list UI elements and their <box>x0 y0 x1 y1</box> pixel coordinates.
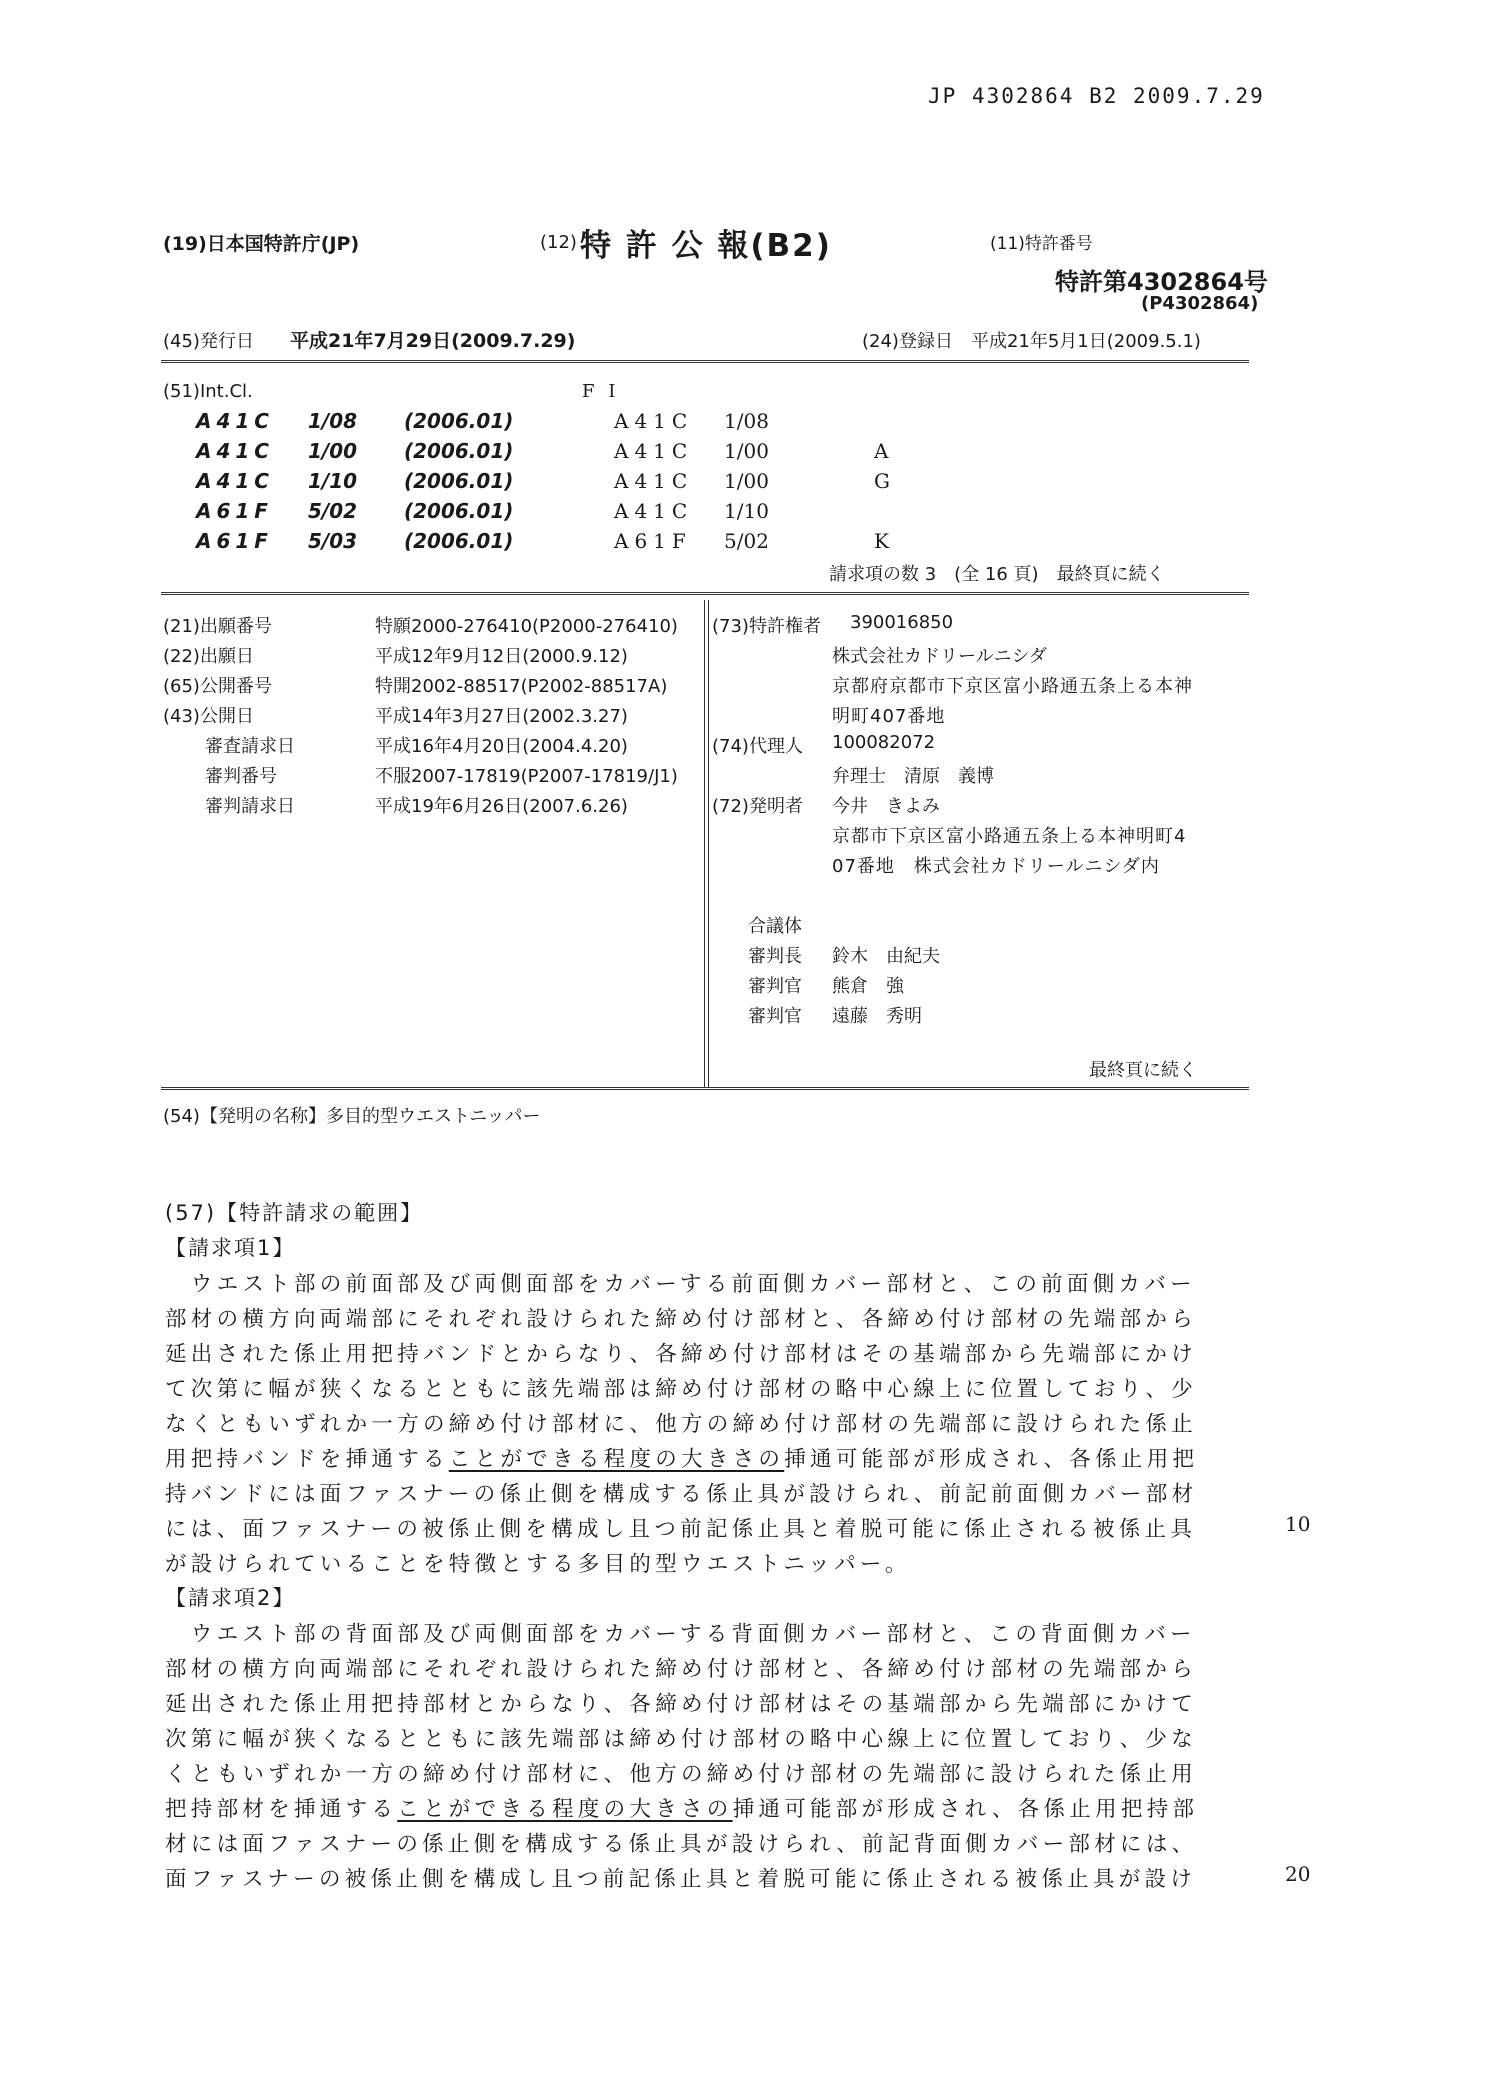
patentee-address: 京都府京都市下京区富小路通五条上る本神 <box>832 676 1193 697</box>
panel-name: 熊倉 強 <box>832 976 904 997</box>
fi-symbol: A <box>874 439 889 463</box>
ipc-group: 1/08 <box>308 409 358 433</box>
intcl-label: (51)Int.Cl. <box>163 381 253 402</box>
inventor-address: 07番地 株式会社カドリールニシダ内 <box>832 856 1160 877</box>
document-reference: JP 4302864 B2 2009.7.29 <box>928 84 1265 108</box>
fi-symbol: K <box>874 529 889 553</box>
claim-text: 挿通可能部が形成され、各係止用把持部 <box>732 1797 1199 1822</box>
agent-name: 弁理士 清原 義博 <box>832 766 994 787</box>
fi-class: A41C <box>614 439 694 463</box>
column-divider <box>704 600 705 1087</box>
registration-date: (24)登録日 平成21年5月1日(2009.5.1) <box>862 331 1201 352</box>
patent-number-code: (P4302864) <box>1141 293 1259 314</box>
fi-group: 1/10 <box>724 499 769 523</box>
line-number: 10 <box>1285 1512 1311 1536</box>
claim-text-line: くともいずれか一方の締め付け部材に、他方の締め付け部材の先端部に設けられた係止用 <box>165 1762 1198 1787</box>
panel-name: 遠藤 秀明 <box>832 1006 922 1027</box>
claim-text-line: 延出された係止用把持バンドとからなり、各締め付け部材はその基端部から先端部にかけ <box>165 1342 1198 1367</box>
ipc-class: A41C <box>196 439 274 463</box>
claim-text: 挿通可能部が形成され、各係止用把 <box>784 1447 1199 1472</box>
bib-value: 平成12年9月12日(2000.9.12) <box>375 646 628 667</box>
bib-label: 審判番号 <box>205 766 277 787</box>
patentee-name: 株式会社カドリールニシダ <box>832 646 1047 667</box>
bib-label: (43)公開日 <box>163 706 254 727</box>
bib-label: (21)出願番号 <box>163 616 272 637</box>
fi-class: A61F <box>614 529 692 553</box>
fi-group: 1/08 <box>724 409 769 433</box>
claim-text-underlined: ことができる程度の大きさの <box>397 1797 733 1822</box>
divider <box>161 1087 1249 1090</box>
panel-name: 鈴木 由紀夫 <box>832 946 940 967</box>
agent-id: 100082072 <box>832 732 936 753</box>
claim-text-line: 持バンドには面ファスナーの係止側を構成する係止具が設けられ、前記前面側カバー部材 <box>165 1482 1198 1507</box>
claim-text-line: ウエスト部の背面部及び両側面部をカバーする背面側カバー部材と、この背面側カバー <box>165 1622 1196 1647</box>
claim-text-line: 材には面ファスナーの係止側を構成する係止具が設けられ、前記背面側カバー部材には、 <box>165 1832 1198 1857</box>
line-number: 20 <box>1285 1862 1311 1886</box>
bib-value: 不服2007-17819(P2007-17819/J1) <box>375 766 678 787</box>
fi-class: A41C <box>614 409 694 433</box>
bib-label: 審査請求日 <box>205 736 295 757</box>
claim-text-line: 次第に幅が狭くなるとともに該先端部は締め付け部材の略中心線上に位置しており、少な <box>165 1727 1198 1752</box>
bib-label: (65)公開番号 <box>163 676 272 697</box>
claim-text-line: 部材の横方向両端部にそれぞれ設けられた締め付け部材と、各締め付け部材の先端部から <box>165 1657 1198 1682</box>
patentee-label: (73)特許権者 <box>712 616 821 637</box>
ipc-version: (2006.01) <box>404 409 514 433</box>
continued-note: 最終頁に続く <box>1089 1060 1197 1081</box>
claim-text-line: 延出された係止用把持部材とからなり、各締め付け部材はその基端部から先端部にかけて <box>165 1692 1198 1717</box>
issue-date-label: (45)発行日 <box>163 331 254 352</box>
claim-text: 用把持バンドを挿通する <box>165 1447 449 1472</box>
claim-text-underlined: ことができる程度の大きさの <box>448 1447 785 1472</box>
ipc-group: 5/02 <box>308 499 358 523</box>
divider <box>161 360 1249 363</box>
agent-label: (74)代理人 <box>712 736 803 757</box>
patent-number: 特許第4302864号 <box>1055 268 1268 296</box>
fi-group: 1/00 <box>724 439 769 463</box>
column-divider <box>708 600 709 1087</box>
ipc-group: 1/00 <box>308 439 358 463</box>
ipc-version: (2006.01) <box>404 529 514 553</box>
claim-text-line: ウエスト部の前面部及び両側面部をカバーする前面側カバー部材と、この前面側カバー <box>165 1272 1196 1297</box>
fi-symbol: G <box>874 469 890 493</box>
ipc-group: 5/03 <box>308 529 358 553</box>
patentee-id: 390016850 <box>850 612 954 633</box>
inventor-label: (72)発明者 <box>712 796 803 817</box>
bib-value: 平成19年6月26日(2007.6.26) <box>375 796 628 817</box>
claims-count: 請求項の数 3 (全 16 頁) 最終頁に続く <box>829 564 1165 585</box>
ipc-class: A41C <box>196 469 274 493</box>
claim-text-line: が設けられていることを特徴とする多目的型ウエストニッパー。 <box>165 1552 911 1577</box>
invention-title: (54)【発明の名称】多目的型ウエストニッパー <box>163 1106 541 1127</box>
claim-text-line: 面ファスナーの被係止側を構成し且つ前記係止具と着脱可能に係止される被係止具が設け <box>165 1867 1197 1892</box>
ipc-group: 1/10 <box>308 469 358 493</box>
publication-kind: 特 許 公 報(B2) <box>580 228 832 264</box>
panel-role: 審判官 <box>748 976 802 997</box>
fi-class: A41C <box>614 469 694 493</box>
patentee-address: 明町407番地 <box>832 706 946 727</box>
fi-label: F I <box>582 381 620 402</box>
claim-text-line <box>165 1442 1233 1473</box>
claim-1-heading: 【請求項1】 <box>165 1236 296 1260</box>
bib-value: 平成14年3月27日(2002.3.27) <box>375 706 628 727</box>
fi-group: 5/02 <box>724 529 769 553</box>
claim-text-line: て次第に幅が狭くなるとともに該先端部は締め付け部材の略中心線上に位置しており、少 <box>165 1377 1198 1402</box>
patent-office: (19)日本国特許庁(JP) <box>163 233 360 255</box>
ipc-version: (2006.01) <box>404 469 514 493</box>
bib-value: 特開2002-88517(P2002-88517A) <box>375 676 668 697</box>
claim-text: 把持部材を挿通する <box>165 1797 398 1822</box>
panel-role: 審判長 <box>748 946 802 967</box>
ipc-class: A61F <box>196 499 273 523</box>
claim-text-line: なくともいずれか一方の締め付け部材に、他方の締め付け部材の先端部に設けられた係止 <box>165 1412 1198 1437</box>
bib-label: 審判請求日 <box>205 796 295 817</box>
ipc-version: (2006.01) <box>404 499 514 523</box>
inventor-name: 今井 きよみ <box>832 796 940 817</box>
patent-number-label: (11)特許番号 <box>990 234 1093 254</box>
claim-text-line: には、面ファスナーの被係止側を構成し且つ前記係止具と着脱可能に係止される被係止具 <box>165 1517 1197 1542</box>
panel-role: 審判官 <box>748 1006 802 1027</box>
ipc-class: A41C <box>196 409 274 433</box>
fi-group: 1/00 <box>724 469 769 493</box>
inventor-address: 京都市下京区富小路通五条上る本神明町4 <box>832 826 1187 847</box>
issue-date: 平成21年7月29日(2009.7.29) <box>290 330 576 352</box>
bib-value: 特願2000-276410(P2000-276410) <box>375 616 678 637</box>
kind-code-prefix: (12) <box>540 232 577 253</box>
ipc-version: (2006.01) <box>404 439 514 463</box>
claim-text-line: 部材の横方向両端部にそれぞれ設けられた締め付け部材と、各締め付け部材の先端部から <box>165 1307 1198 1332</box>
claims-heading: (57)【特許請求の範囲】 <box>165 1201 424 1225</box>
bib-value: 平成16年4月20日(2004.4.20) <box>375 736 628 757</box>
claim-2-heading: 【請求項2】 <box>165 1586 296 1610</box>
ipc-class: A61F <box>196 529 273 553</box>
claim-text-line <box>165 1792 1233 1823</box>
divider <box>161 592 1249 595</box>
fi-class: A41C <box>614 499 694 523</box>
bib-label: (22)出願日 <box>163 646 254 667</box>
panel-label: 合議体 <box>748 916 802 937</box>
